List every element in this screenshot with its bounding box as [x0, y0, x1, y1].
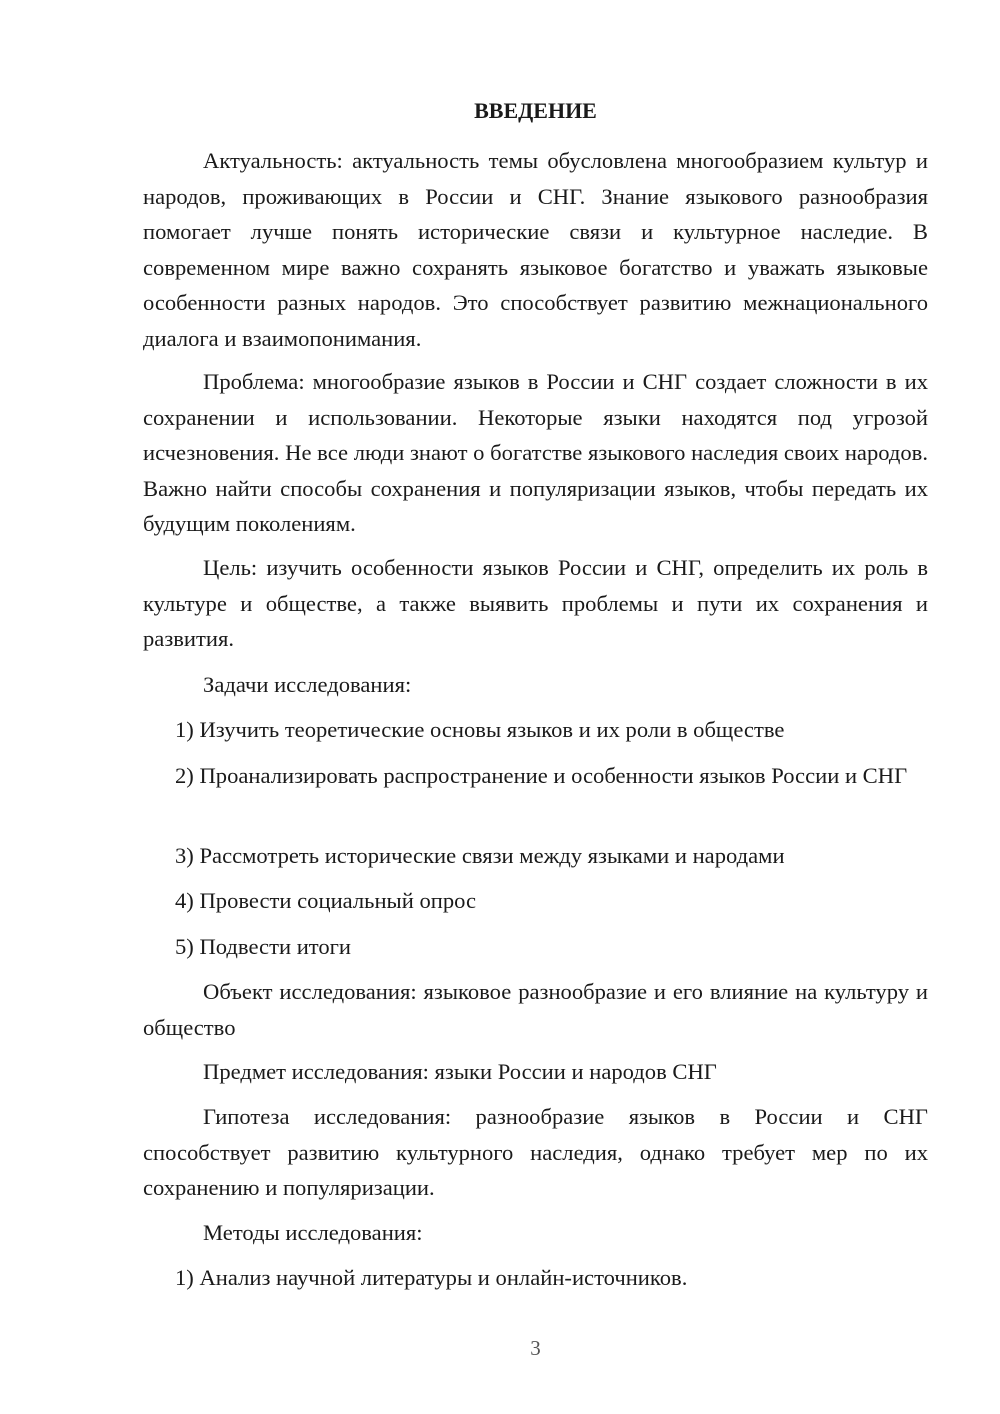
- page-title: ВВЕДЕНИЕ: [474, 98, 597, 123]
- method-item-1: 1) Анализ научной литературы и онлайн-источников.: [175, 1265, 688, 1290]
- task-item-1: 1) Изучить теоретические основы языков и их роли в обществе: [175, 717, 785, 742]
- tasks-heading: Задачи исследования:: [203, 672, 412, 697]
- task-item-4: 4) Провести социальный опрос: [175, 888, 477, 913]
- task-item-2: 2) Проанализировать распространение и особенности языков России и СНГ: [175, 763, 908, 788]
- methods-heading: Методы исследования:: [203, 1220, 423, 1245]
- task-item-3: 3) Рассмотреть исторические связи между языками и народами: [175, 843, 785, 868]
- hypothesis-paragraph: Гипотеза исследования: разнообразие языков в России и СНГ способствует развитию культурного наследия, однако требует мер по их сохранению и популяризации.: [143, 1104, 928, 1200]
- subject-paragraph: Предмет исследования: языки России и народов СНГ: [203, 1059, 717, 1084]
- relevance-paragraph: Актуальность: актуальность темы обусловлена многообразием культур и народов, проживающих в России и СНГ. Знание языкового разнообразия помогает лучше понять исторические связи и культурное наследие. В современном мире важно сохранять языковое богатство и уважать языковые особенности разных народов. Это способствует развитию межнационального диалога и взаимопонимания.: [143, 148, 928, 351]
- document-page: [143, 0, 928, 1414]
- task-item-5: 5) Подвести итоги: [175, 934, 352, 959]
- problem-paragraph: Проблема: многообразие языков в России и СНГ создает сложности в их сохранении и использовании. Некоторые языки находятся под угрозой исчезновения. Не все люди знают о богатстве языкового наследия своих народов. Важно найти способы сохранения и популяризации языков, чтобы передать их будущим поколениям.: [143, 369, 928, 536]
- page-number: 3: [530, 1336, 541, 1360]
- object-paragraph: Объект исследования: языковое разнообразие и его влияние на культуру и общество: [143, 979, 928, 1040]
- goal-paragraph: Цель: изучить особенности языков России и СНГ, определить их роль в культуре и обществе, а также выявить проблемы и пути их сохранения и развития.: [143, 555, 928, 651]
